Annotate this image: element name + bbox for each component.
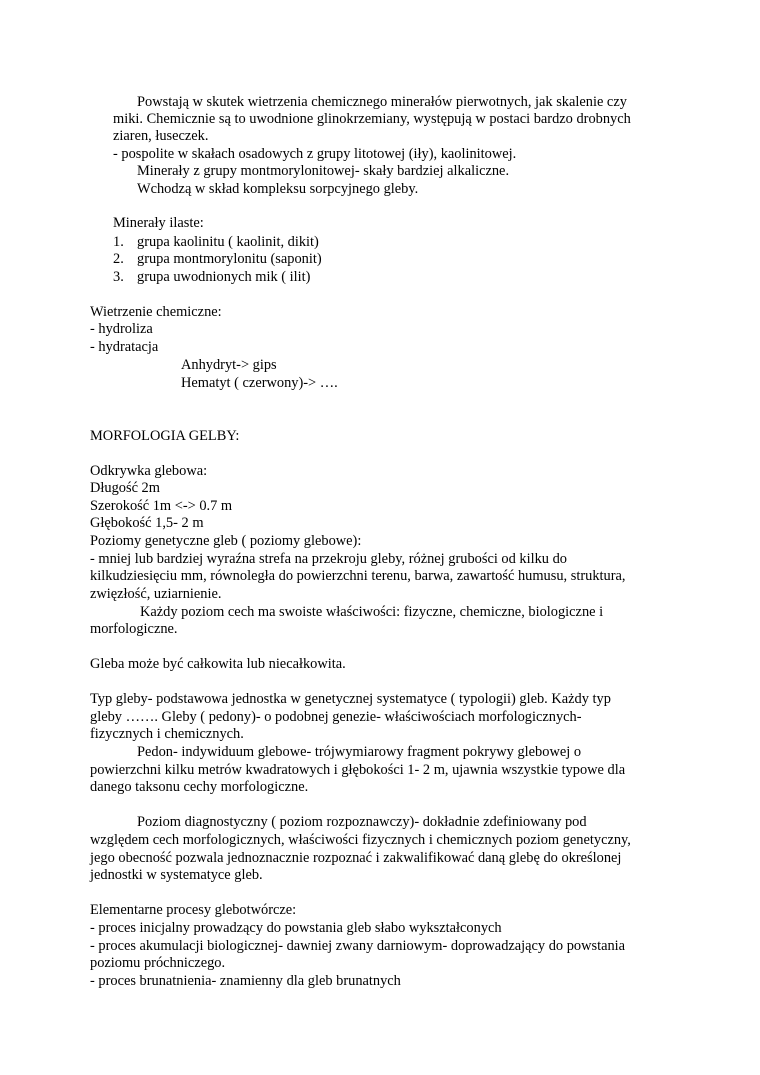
- paragraph-line: morfologiczne.: [90, 621, 178, 637]
- paragraph-line: Odkrywka glebowa:: [90, 463, 208, 479]
- list-number: 1.: [113, 234, 124, 250]
- section-heading: Elementarne procesy glebotwórcze:: [90, 902, 297, 918]
- paragraph-line: zwięzłość, uziarnienie.: [90, 586, 222, 602]
- list-item: grupa montmorylonitu (saponit): [137, 251, 322, 267]
- paragraph-line: ziaren, łuseczek.: [113, 128, 209, 144]
- paragraph-line: Powstają w skutek wietrzenia chemicznego minerałów pierwotnych, jak skalenie czy: [137, 94, 627, 110]
- paragraph-line: Wchodzą w skład kompleksu sorpcyjnego gleby.: [137, 181, 419, 197]
- paragraph-line: Poziomy genetyczne gleb ( poziomy glebowe):: [90, 533, 362, 549]
- paragraph-line: Każdy poziom cech ma swoiste właściwości: fizyczne, chemiczne, biologiczne i: [140, 604, 604, 620]
- paragraph-line: Gleba może być całkowita lub niecałkowita.: [90, 656, 346, 672]
- paragraph-line: Pedon- indywiduum glebowe- trójwymiarowy fragment pokrywy glebowej o: [137, 744, 582, 760]
- paragraph-line: Minerały z grupy montmorylonitowej- skały bardziej alkaliczne.: [137, 163, 510, 179]
- paragraph-line: - proces inicjalny prowadzący do powstania gleb słabo wykształconych: [90, 920, 502, 936]
- paragraph-line: powierzchni kilku metrów kwadratowych i głębokości 1- 2 m, ujawnia wszystkie typowe dla: [90, 762, 626, 778]
- list-number: 2.: [113, 251, 124, 267]
- paragraph-line: Typ gleby- podstawowa jednostka w genetycznej systematyce ( typologii) gleb. Każdy typ: [90, 691, 611, 707]
- paragraph-line: danego taksonu cechy morfologiczne.: [90, 779, 309, 795]
- page-title: MORFOLOGIA GELBY:: [90, 428, 240, 444]
- paragraph-line: - hydroliza: [90, 321, 153, 337]
- paragraph-line: Poziom diagnostyczny ( poziom rozpoznawczy)- dokładnie zdefiniowany pod: [137, 814, 587, 830]
- paragraph-line: miki. Chemicznie są to uwodnione glinokrzemiany, występują w postaci bardzo drobnych: [113, 111, 631, 127]
- paragraph-line: Szerokość 1m <-> 0.7 m: [90, 498, 233, 514]
- list-item: grupa kaolinitu ( kaolinit, dikit): [137, 234, 319, 250]
- paragraph-line: - proces brunatnienia- znamienny dla gleb brunatnych: [90, 973, 401, 989]
- paragraph-line: poziomu próchniczego.: [90, 955, 226, 971]
- paragraph-line: gleby ……. Gleby ( pedony)- o podobnej genezie- właściwościach morfologicznych-: [90, 709, 582, 725]
- paragraph-line: - proces akumulacji biologicznej- dawniej zwany darniowym- doprowadzający do powstania: [90, 938, 626, 954]
- list-heading: Minerały ilaste:: [113, 215, 204, 231]
- paragraph-line: kilkudziesięciu mm, równoległa do powierzchni terenu, barwa, zawartość humusu, struktura,: [90, 568, 626, 584]
- paragraph-line: - hydratacja: [90, 339, 159, 355]
- paragraph-line: - pospolite w skałach osadowych z grupy litotowej (iły), kaolinitowej.: [113, 146, 517, 162]
- paragraph-line: względem cech morfologicznych, właściwości fizycznych i chemicznych poziom genetyczny,: [90, 832, 631, 848]
- list-item: grupa uwodnionych mik ( ilit): [137, 269, 311, 285]
- paragraph-line: Anhydryt-> gips: [181, 357, 277, 373]
- paragraph-line: Głębokość 1,5- 2 m: [90, 515, 204, 531]
- paragraph-line: Długość 2m: [90, 480, 160, 496]
- paragraph-line: Hematyt ( czerwony)-> ….: [181, 375, 338, 391]
- paragraph-line: jednostki w systematyce gleb.: [90, 867, 263, 883]
- paragraph-line: fizycznych i chemicznych.: [90, 726, 244, 742]
- paragraph-line: - mniej lub bardziej wyraźna strefa na przekroju gleby, różnej grubości od kilku do: [90, 551, 567, 567]
- section-heading: Wietrzenie chemiczne:: [90, 304, 222, 320]
- list-number: 3.: [113, 269, 124, 285]
- paragraph-line: jego obecność pozwala jednoznacznie rozpoznać i zakwalifikować daną glebę do określonej: [90, 850, 622, 866]
